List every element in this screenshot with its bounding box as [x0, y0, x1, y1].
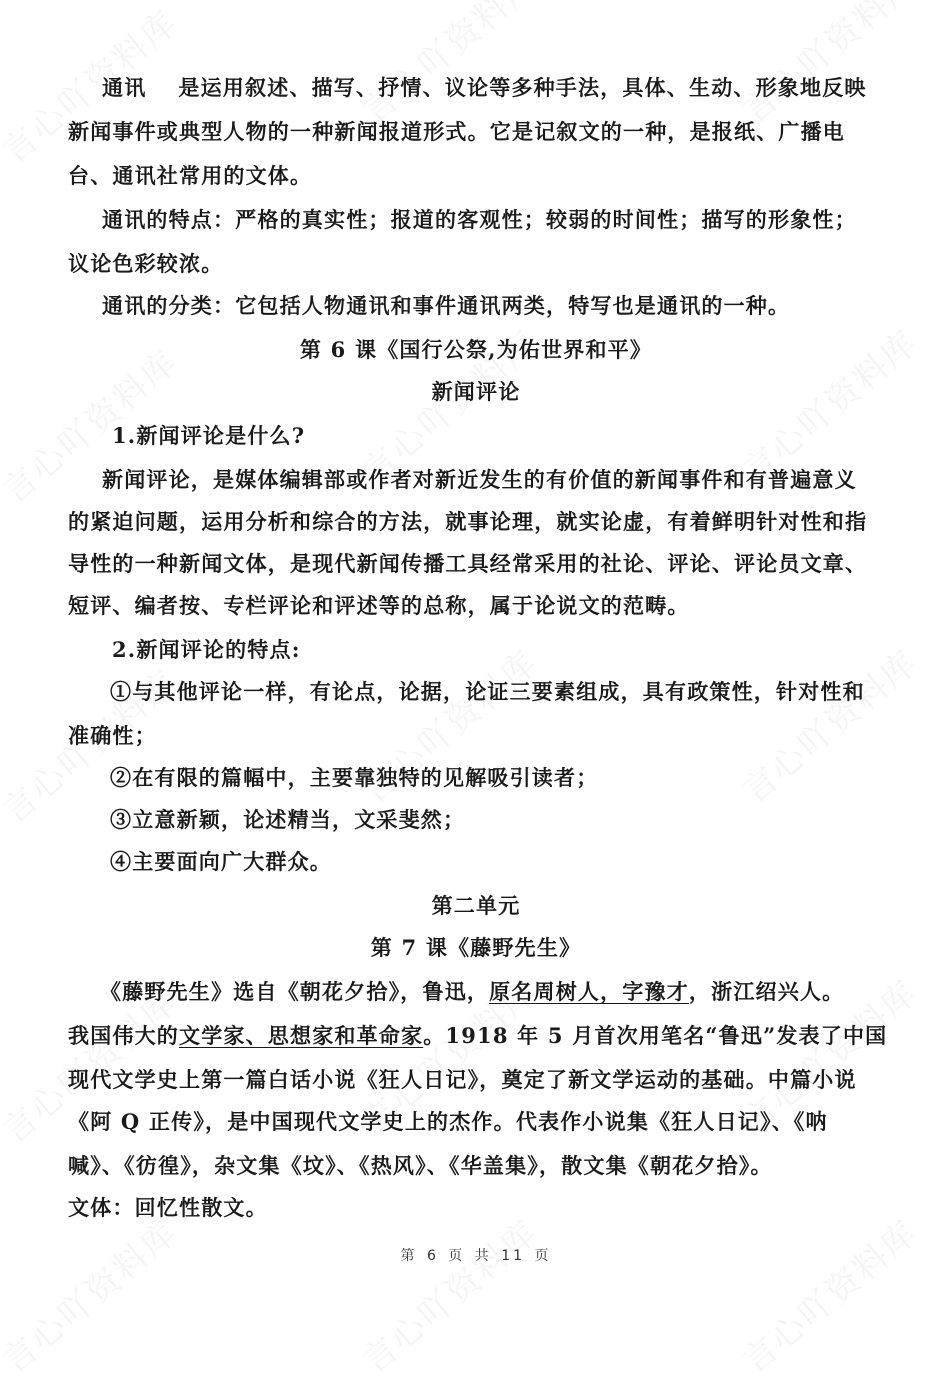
paragraph-line: 通讯的特点：严格的真实性；报道的客观性；较弱的时间性；描写的形象性； — [102, 207, 857, 232]
page-indicator: 第 6 页 共 11 页 — [400, 1248, 552, 1264]
underlined-text: 原名周树人，字豫才 — [489, 979, 689, 1004]
lesson-heading: 第 7 课《藤野先生》 — [370, 935, 582, 960]
question-heading: 1.新闻评论是什么? — [112, 423, 306, 448]
paragraph-line: 的紧迫问题，运用分析和综合的方法，就事论理，就实论虚，有着鲜明针对性和指 — [68, 509, 868, 534]
watermark — [730, 0, 927, 133]
watermark — [350, 0, 547, 133]
paragraph-line: 议论色彩较浓。 — [68, 251, 224, 276]
watermark — [0, 1206, 186, 1382]
paragraph-line: 新闻事件或典型人物的一种新闻报道形式。它是记叙文的一种，是报纸、广播电 — [68, 119, 845, 144]
feature-item: ④主要面向广大群众。 — [110, 849, 332, 874]
watermark — [350, 1206, 547, 1382]
paragraph-line: 喊》、《彷徨》，杂文集《坟》、《热风》、《华盖集》，散文集《朝花夕拾》。 — [68, 1153, 773, 1178]
paragraph-line: 短评、编者按、专栏评论和评述等的总称，属于论说文的范畴。 — [68, 593, 690, 618]
paragraph-line: 通讯的分类：它包括人物通讯和事件通讯两类，特写也是通讯的一种。 — [102, 293, 791, 318]
feature-item-continued: 准确性； — [68, 723, 157, 748]
paragraph-line: 《阿 Q 正传》，是中国现代文学史上的杰作。代表作小说集《狂人日记》、《呐 — [68, 1109, 828, 1134]
feature-item: ①与其他评论一样，有论点，论据，论证三要素组成，具有政策性，针对性和 — [110, 679, 865, 704]
lesson-heading: 第 6 课《国行公祭,为佑世界和平》 — [299, 337, 653, 362]
unit-heading: 第二单元 — [431, 893, 521, 918]
watermark — [730, 1206, 927, 1382]
question-heading: 2.新闻评论的特点: — [112, 637, 301, 662]
feature-item: ②在有限的篇幅中，主要靠独特的见解吸引读者； — [110, 765, 599, 790]
paragraph-line: 现代文学史上第一篇白话小说《狂人日记》，奠定了新文学运动的基础。中篇小说 — [68, 1067, 857, 1092]
underlined-text: 文学家、思想家和革命家 — [179, 1023, 424, 1048]
section-heading: 新闻评论 — [431, 379, 521, 404]
feature-item: ③立意新颖，论述精当，文采斐然； — [110, 807, 466, 832]
paragraph-line: 我国伟大的文学家、思想家和革命家。1918 年 5 月首次用笔名“鲁迅”发表了中国 — [68, 1023, 888, 1048]
paragraph-line: 文体：回忆性散文。 — [68, 1195, 268, 1220]
paragraph-line: 新闻评论，是媒体编辑部或作者对新近发生的有价值的新闻事件和有普遍意义 — [102, 467, 857, 492]
paragraph-line: 导性的一种新闻文体，是现代新闻传播工具经常采用的社论、评论、评论员文章、 — [68, 551, 868, 576]
definition: 是运用叙述、描写、抒情、议论等多种手法，具体、生动、形象地反映 — [178, 75, 867, 100]
paragraph-line: 台、通讯社常用的文体。 — [68, 163, 313, 188]
paragraph-line — [102, 74, 892, 102]
term: 通讯 — [102, 75, 147, 100]
paragraph-line: 《藤野先生》选自《朝花夕拾》，鲁迅，原名周树人，字豫才，浙江绍兴人。 — [100, 979, 845, 1004]
